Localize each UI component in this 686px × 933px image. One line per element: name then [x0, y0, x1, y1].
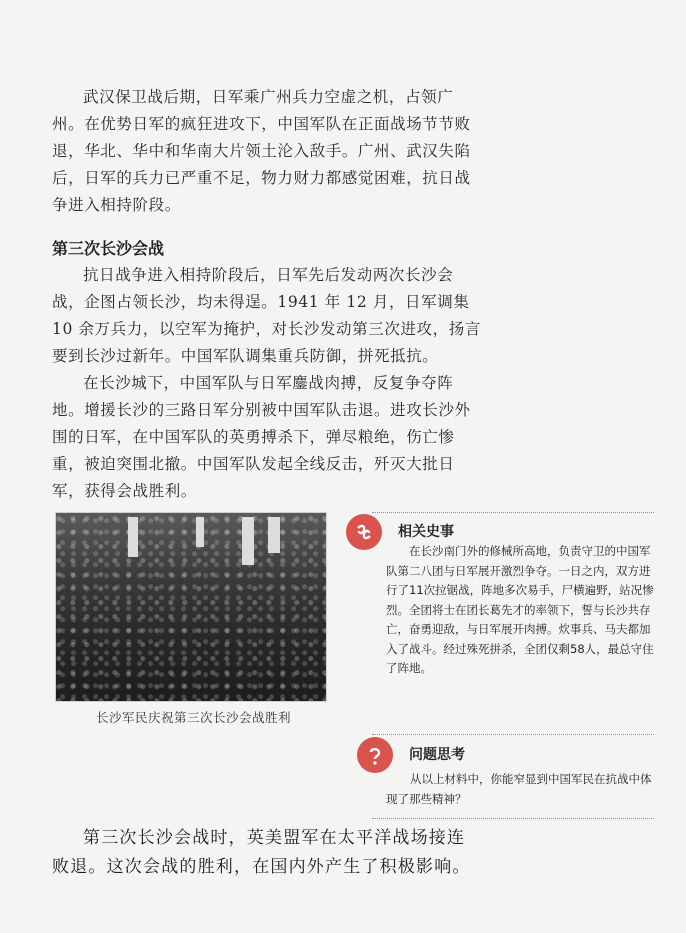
history-text: 在长沙南门外的修械所高地，负责守卫的中国军队第二八团与日军展开激烈争夺。一日之内，双方进行了11次拉锯战，阵地多次易手，尸横遍野，站况惨烈。全团将士在团长葛先才的率领下，誓与长沙共存亡，奋勇迎敌，与日军展开肉搏。炊事兵、马夫都加入了战斗。经过殊死拼杀，全团仅剩58人，最总守住了阵地。 — [386, 544, 654, 675]
question-text: 从以上材料中，你能窄显到中国军民在抗战中体现了那些精神？ — [386, 772, 652, 806]
banner-shape — [242, 517, 254, 565]
divider — [372, 512, 654, 513]
question-icon — [357, 737, 393, 773]
divider — [372, 818, 654, 819]
book-icon — [346, 514, 382, 550]
paragraph-significance: 第三次长沙会战时，英美盟军在太平洋战场接连败退。这次会战的胜利，在国内外产生了积极影响。 — [52, 828, 471, 877]
divider — [372, 734, 654, 735]
historical-photo — [55, 512, 327, 702]
banner-shape — [268, 517, 280, 553]
history-title: 相关史事 — [398, 524, 454, 540]
photo-caption: 长沙军民庆祝第三次长沙会战胜利 — [96, 710, 292, 725]
paragraph-wuhan: 武汉保卫战后期，日军乘广州兵力空虚之机，占领广州。在优势日军的疯狂进攻下，中国军队在正面战场节节败退，华北、华中和华南大片领土沦入敌手。广州、武汉失陷后，日军的兵力已严重不足，物力财力都感觉困难，抗日战争进入相持阶段。 — [52, 88, 471, 214]
section-heading: 第三次长沙会战 — [52, 239, 165, 258]
banner-shape — [196, 517, 204, 547]
banner-shape — [128, 517, 138, 557]
paragraph-changsha-intro: 抗日战争进入相持阶段后，日军先后发动两次长沙会战，企图占领长沙，均未得逞。1941 年 12 月，日军调集 10 余万兵力，以空军为掩护，对长沙发动第三次进攻，扬言要到长沙过新年。中国军队调集重兵防御，拼死抵抗。 — [52, 266, 481, 365]
paragraph-changsha-battle: 在长沙城下，中国军队与日军鏖战肉搏，反复争夺阵地。增援长沙的三路日军分别被中国军队击退。进攻长沙外围的日军，在中国军队的英勇搏杀下，弹尽粮绝，伤亡惨重，被迫突围北撤。中国军队发起全线反击，歼灭大批日军，获得会战胜利。 — [52, 374, 471, 500]
question-title: 问题思考 — [409, 747, 465, 763]
